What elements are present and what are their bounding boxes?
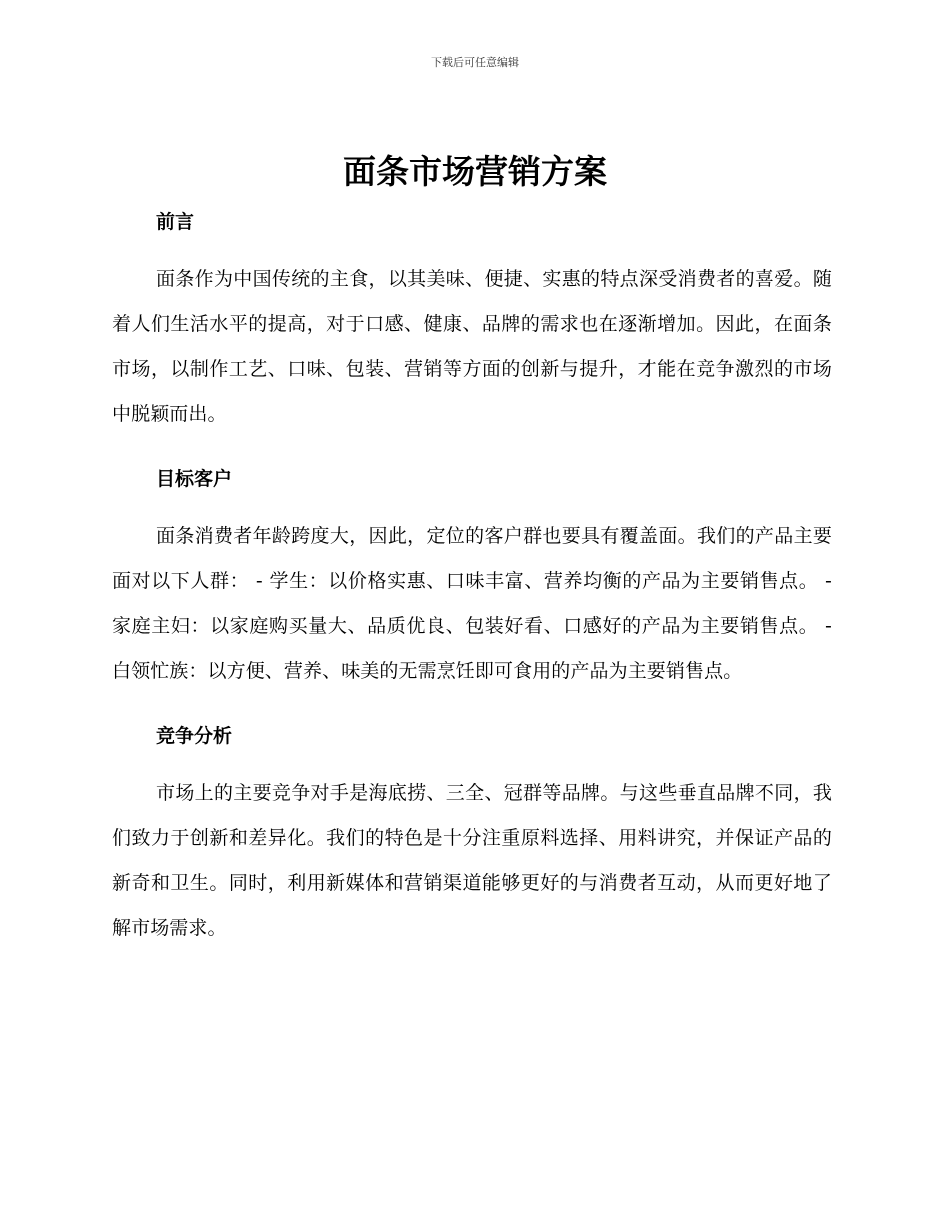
section-body: 市场上的主要竞争对手是海底捞、三全、冠群等品牌。与这些垂直品牌不同，我们致力于创新和差异化。我们的特色是十分注重原料选择、用料讲究，并保证产品的新奇和卫生。同时，利用新媒体和营销渠道能够更好的与消费者互动，从而更好地了解市场需求。: [112, 782, 832, 939]
section-competition: [112, 714, 832, 951]
section-body: 面条消费者年龄跨度大，因此，定位的客户群也要具有覆盖面。我们的产品主要面对以下人群： - 学生：以价格实惠、口味丰富、营养均衡的产品为主要销售点。 - 家庭主妇：以家庭购买量大、品质优良、包装好看、口感好的产品为主要销售点。 - 白领忙族：以方便、营养、味美的无需烹饪即可食用的产品为主要销售点。: [112, 525, 832, 682]
section-body: 面条作为中国传统的主食，以其美味、便捷、实惠的特点深受消费者的喜爱。随着人们生活水平的提高，对于口感、健康、品牌的需求也在逐渐增加。因此，在面条市场，以制作工艺、口味、包装、营销等方面的创新与提升，才能在竞争激烈的市场中脱颖而出。: [112, 268, 832, 425]
section-target-customers: [112, 457, 832, 694]
document-content: [112, 200, 832, 951]
section-heading: 竞争分析: [156, 725, 233, 747]
header-note: 下载后可任意编辑: [431, 56, 519, 69]
document-title: 面条市场营销方案: [343, 152, 607, 191]
section-heading: 前言: [156, 211, 195, 233]
section-intro: [112, 200, 832, 437]
section-heading: 目标客户: [156, 468, 233, 490]
